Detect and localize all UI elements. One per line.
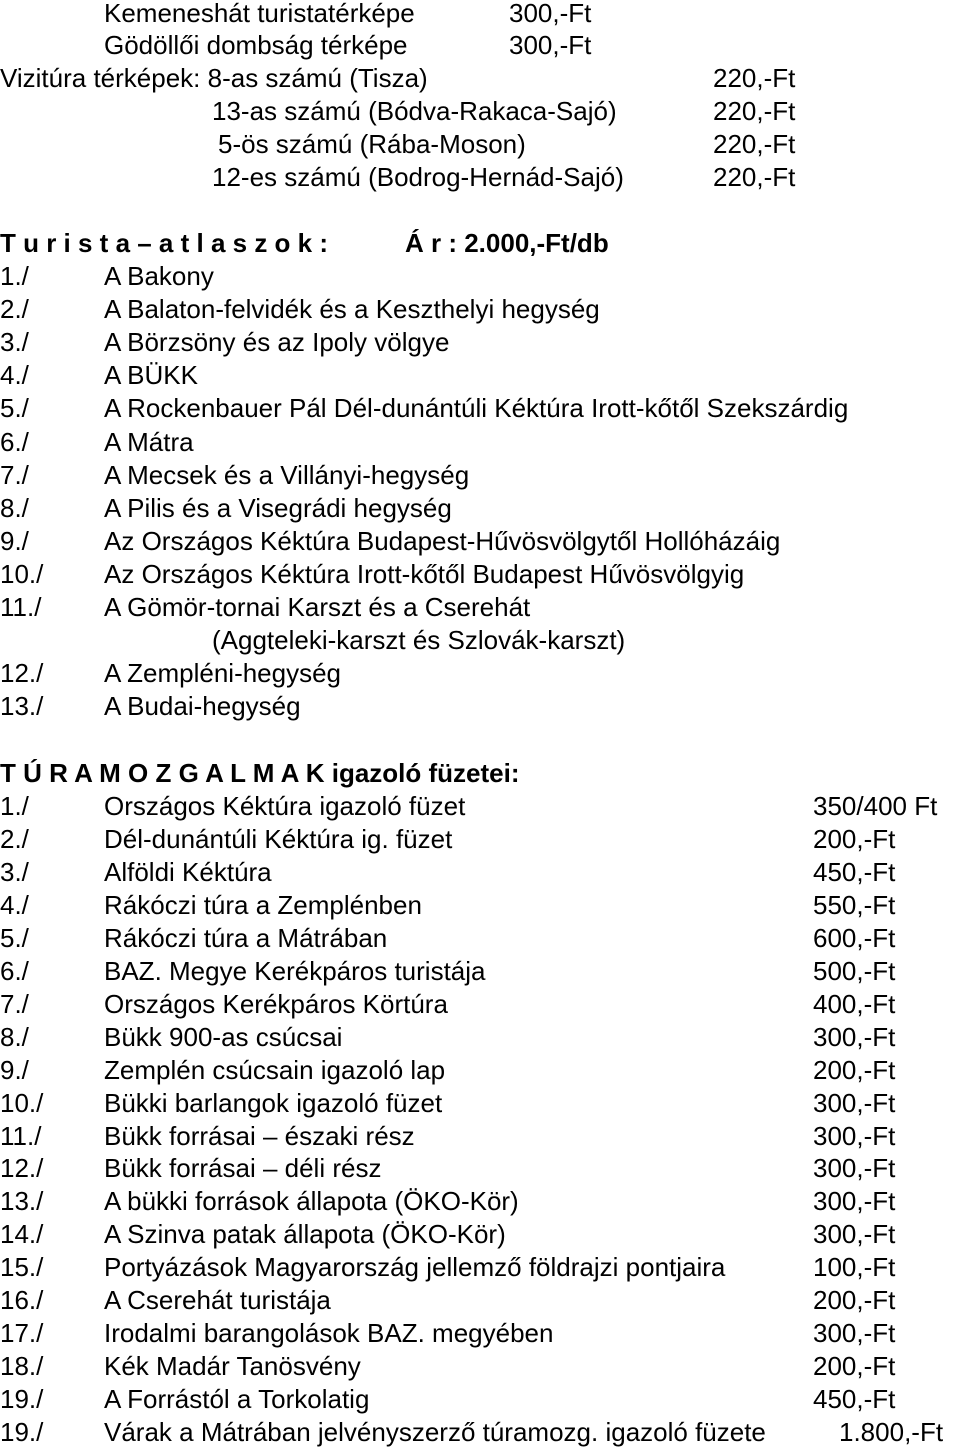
tura-item-title: Rákóczi túra a Mátrában [104,923,388,953]
tura-item-title: Bükk 900-as csúcsai [104,1022,343,1052]
tura-item-title: A Cserehát turistája [104,1285,331,1315]
tura-item-number: 16./ [0,1285,44,1315]
tura-item-title: Bükk forrásai – déli rész [104,1153,382,1183]
atlasz-item-number: 1./ [0,261,29,291]
tura-item-price: 350/400 Ft [813,791,938,821]
tura-item-price: 300,-Ft [813,1186,896,1216]
tura-item-number: 12./ [0,1153,44,1183]
tura-item-price: 1.800,-Ft [839,1417,944,1447]
map-price: 300,-Ft [509,30,592,60]
atlasz-item-number: 8./ [0,493,29,523]
vizitura-price: 220,-Ft [713,96,796,126]
tura-item-number: 2./ [0,824,29,854]
atlasz-price: Á r : 2.000,-Ft/db [405,228,609,258]
tura-item-number: 9./ [0,1055,29,1085]
atlasz-item-title: A Balaton-felvidék és a Keszthelyi hegység [104,294,600,324]
vizitura-price: 220,-Ft [713,129,796,159]
vizitura-map: 13-as számú (Bódva-Rakaca-Sajó) [212,96,617,126]
tura-item-number: 19./ [0,1417,44,1447]
atlasz-item-title: A Mecsek és a Villányi-hegység [104,460,470,490]
tura-item-number: 7./ [0,989,29,1019]
atlasz-item-title: A Gömör-tornai Karszt és a Cserehát [104,592,531,622]
atlasz-item-title: A Zempléni-hegység [104,658,342,688]
tura-item-number: 19./ [0,1384,44,1414]
tura-item-title: Zemplén csúcsain igazoló lap [104,1055,446,1085]
atlasz-item-number: 2./ [0,294,29,324]
tura-item-number: 17./ [0,1318,44,1348]
tura-item-title: Dél-dunántúli Kéktúra ig. füzet [104,824,453,854]
atlasz-item-number: 11./ [0,592,42,622]
tura-item-price: 200,-Ft [813,1285,896,1315]
tura-item-title: A Szinva patak állapota (ÖKO-Kör) [104,1219,506,1249]
atlasz-item-number: 5./ [0,393,29,423]
tura-item-price: 600,-Ft [813,923,896,953]
tura-item-number: 11./ [0,1121,42,1151]
tura-item-title: Portyázások Magyarország jellemző földrajzi pontjaira [104,1252,726,1282]
tura-item-price: 550,-Ft [813,890,896,920]
tura-item-number: 3./ [0,857,29,887]
tura-item-number: 6./ [0,956,29,986]
tura-item-title: Országos Kerékpáros Körtúra [104,989,448,1019]
atlasz-item-title: A BÜKK [104,360,198,390]
atlasz-item-number: 12./ [0,658,44,688]
atlasz-item-number: 10./ [0,559,44,589]
tura-item-title: A Forrástól a Torkolatig [104,1384,370,1414]
tura-item-title: Kék Madár Tanösvény [104,1351,361,1381]
tura-item-price: 300,-Ft [813,1219,896,1249]
tura-item-price: 450,-Ft [813,857,896,887]
vizitura-map: 12-es számú (Bodrog-Hernád-Sajó) [212,162,624,192]
tura-item-title: Várak a Mátrában jelvényszerző túramozg. igazoló füzete [104,1417,766,1447]
tura-item-title: Bükk forrásai – északi rész [104,1121,415,1151]
tura-item-price: 500,-Ft [813,956,896,986]
tura-item-price: 300,-Ft [813,1153,896,1183]
atlasz-item-number: 3./ [0,327,29,357]
vizitura-map: 5-ös számú (Rába-Moson) [218,129,526,159]
tura-item-number: 5./ [0,923,29,953]
tura-item-number: 18./ [0,1351,44,1381]
tura-item-price: 300,-Ft [813,1022,896,1052]
tura-item-number: 1./ [0,791,29,821]
atlasz-item-title: (Aggteleki-karszt és Szlovák-karszt) [212,625,626,655]
atlasz-item-title: A Pilis és a Visegrádi hegység [104,493,452,523]
atlasz-item-title: A Budai-hegység [104,691,301,721]
atlasz-item-title: Az Országos Kéktúra Irott-kőtől Budapest Hűvösvölgyig [104,559,745,589]
tura-item-price: 100,-Ft [813,1252,896,1282]
atlasz-item-number: 6./ [0,427,29,457]
tura-item-price: 200,-Ft [813,1055,896,1085]
tura-item-number: 8./ [0,1022,29,1052]
tura-item-title: Alföldi Kéktúra [104,857,272,887]
map-name: Kemeneshát turistatérképe [104,0,415,28]
tura-item-title: Bükki barlangok igazoló füzet [104,1088,443,1118]
tura-item-title: BAZ. Megye Kerékpáros turistája [104,956,486,986]
atlasz-item-title: A Börzsöny és az Ipoly völgye [104,327,450,357]
tura-item-number: 15./ [0,1252,44,1282]
atlasz-item-number: 4./ [0,360,29,390]
atlasz-item-title: Az Országos Kéktúra Budapest-Hűvösvölgytől Hollóházáig [104,526,781,556]
tura-item-title: Rákóczi túra a Zemplénben [104,890,422,920]
tura-item-number: 10./ [0,1088,44,1118]
tura-item-price: 200,-Ft [813,1351,896,1381]
vizitura-label: Vizitúra térképek: 8-as számú (Tisza) [0,63,428,93]
tura-item-title: Országos Kéktúra igazoló füzet [104,791,466,821]
tura-item-price: 450,-Ft [813,1384,896,1414]
atlasz-item-title: A Rockenbauer Pál Dél-dunántúli Kéktúra Irott-kőtől Szekszárdig [104,393,849,423]
tura-item-price: 200,-Ft [813,824,896,854]
vizitura-price: 220,-Ft [713,162,796,192]
tura-item-title: Irodalmi barangolások BAZ. megyében [104,1318,554,1348]
atlasz-item-title: A Bakony [104,261,214,291]
tura-item-title: A bükki források állapota (ÖKO-Kör) [104,1186,519,1216]
atlasz-heading: T u r i s t a – a t l a s z o k : [0,228,328,258]
tura-item-number: 4./ [0,890,29,920]
atlasz-item-number: 13./ [0,691,44,721]
tura-item-price: 300,-Ft [813,1318,896,1348]
map-name: Gödöllői dombság térképe [104,30,408,60]
atlasz-item-number: 7./ [0,460,29,490]
map-price: 300,-Ft [509,0,592,28]
tura-item-price: 300,-Ft [813,1088,896,1118]
atlasz-item-number: 9./ [0,526,29,556]
tura-item-price: 300,-Ft [813,1121,896,1151]
tura-item-number: 13./ [0,1186,44,1216]
atlasz-item-title: A Mátra [104,427,194,457]
vizitura-price: 220,-Ft [713,63,796,93]
turamozgalmak-heading: T Ú R A M O Z G A L M A K igazoló füzetei: [0,758,520,788]
tura-item-number: 14./ [0,1219,44,1249]
tura-item-price: 400,-Ft [813,989,896,1019]
